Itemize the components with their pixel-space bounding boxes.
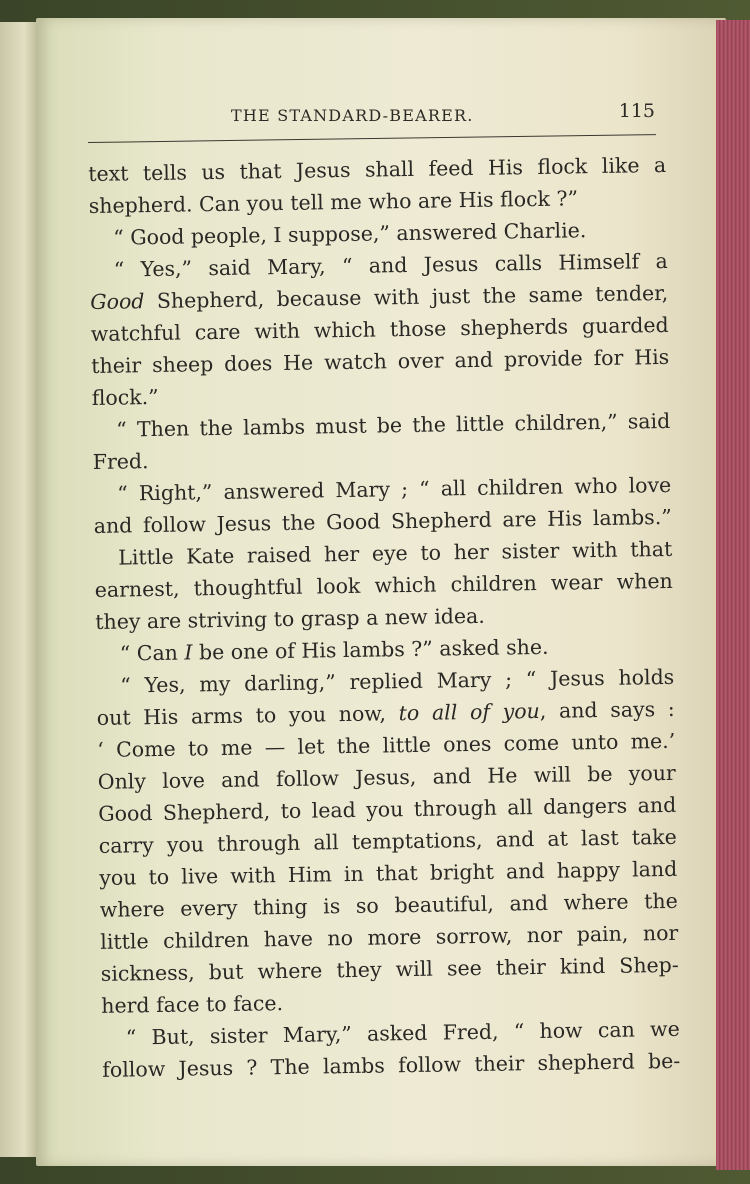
text-line: sickness, but where they will see their kind Shep- (100, 952, 679, 986)
text-line: flock.” (91, 384, 159, 410)
text-line: Little Kate raised her eye to her sister with that (118, 536, 673, 570)
text-line: text tells us that Jesus shall feed His flock like a (88, 152, 667, 186)
text-line: they are striving to grasp a new idea. (95, 603, 485, 634)
text-line: watchful care with which those shepherds guarded (90, 312, 669, 346)
text-line: follow Jesus ? The lambs follow their shepherd be- (102, 1048, 681, 1082)
text-line: earnest, thoughtful look which children wear when (94, 568, 673, 602)
text-line: “ Yes,” said Mary, “ and Jesus calls Himself a (113, 248, 668, 282)
emphasis: to all of you (398, 698, 540, 726)
text-line: “ Yes, my darling,” replied Mary ; “ Jesus holds (120, 664, 675, 698)
running-head: THE STANDARD-BEARER. (231, 106, 474, 125)
text-line: herd face to face. (101, 991, 284, 1018)
text-line: Fred. (92, 449, 149, 474)
text-line: Only love and follow Jesus, and He will be your (97, 760, 676, 794)
text-line: you to live with Him in that bright and happy land (99, 856, 678, 890)
emphasis: I (184, 640, 193, 665)
page-header (195, 88, 665, 128)
text-line: “ Then the lambs must be the little children,” said (116, 408, 671, 442)
page-number: 115 (618, 100, 655, 122)
text-line: and follow Jesus the Good Shepherd are His lambs.” (93, 504, 672, 538)
text-line: “ But, sister Mary,” asked Fred, “ how can we (125, 1016, 680, 1050)
text-line: out His arms to you now, to all of you, and says : (96, 696, 675, 730)
body-text (88, 149, 681, 1086)
text-line: shepherd. Can you tell me who are His flock ?” (88, 186, 579, 218)
text-line: where every thing is so beautiful, and where the (99, 888, 678, 922)
text-line: Good Shepherd, to lead you through all dangers and (98, 792, 677, 826)
text-line: “ Right,” answered Mary ; “ all children who love (117, 472, 672, 506)
emphasis: Good (90, 289, 145, 314)
text-line: Good Shepherd, because with just the same tender, (90, 280, 669, 314)
text-line: their sheep does He watch over and provide for His (91, 344, 670, 378)
text-line: little children have no more sorrow, nor pain, nor (100, 920, 679, 954)
text-line: “ Good people, I suppose,” answered Charlie. (113, 218, 587, 250)
page-block-edge (716, 20, 750, 1170)
text-line: “ Can I be one of His lambs ?” asked she. (119, 634, 549, 666)
text-line: carry you through all temptations, and at last take (98, 824, 677, 858)
text-line: ‘ Come to me — let the little ones come unto me.’ (97, 728, 676, 762)
